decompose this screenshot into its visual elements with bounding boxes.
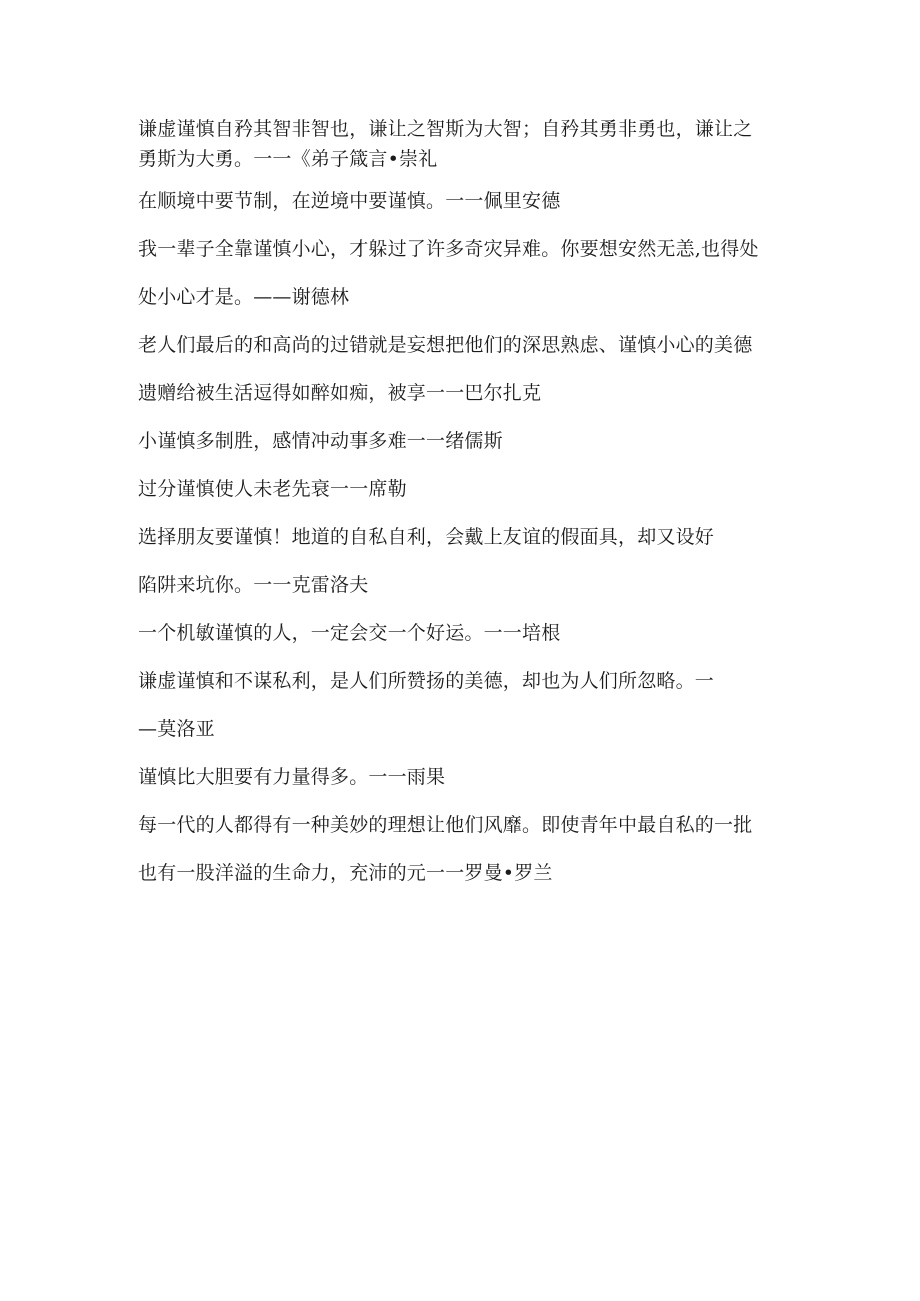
text-line: —莫洛亚 bbox=[138, 718, 215, 740]
text-line: 在顺境中要节制，在逆境中要谨慎。一一佩里安德 bbox=[138, 190, 561, 212]
text-line: 每一代的人都得有一种美妙的理想让他们风靡。即使青年中最自私的一批 bbox=[138, 814, 753, 836]
text-line: 老人们最后的和高尚的过错就是妄想把他们的深思熟虑、谨慎小心的美德 bbox=[138, 334, 753, 356]
text-line: 勇斯为大勇。一一《弟子箴言•崇礼 bbox=[138, 148, 438, 170]
text-line: 处小心才是。——谢德林 bbox=[138, 286, 350, 308]
text-line: 过分谨慎使人未老先衰一一席勒 bbox=[138, 478, 407, 500]
text-line: 遗赠给被生活逗得如醉如痴，被享一一巴尔扎克 bbox=[138, 382, 542, 404]
text-line: 谨慎比大胆要有力量得多。一一雨果 bbox=[138, 766, 446, 788]
text-line: 我一辈子全靠谨慎小心，才躲过了许多奇灾异难。你要想安然无恙,也得处 bbox=[138, 238, 759, 260]
text-line: 陷阱来坑你。一一克雷洛夫 bbox=[138, 574, 369, 596]
text-line: 谦虚谨慎和不谋私利，是人们所赞扬的美德，却也为人们所忽略。一 bbox=[138, 670, 715, 692]
text-line: 小谨慎多制胜，感情冲动事多难一一绪儒斯 bbox=[138, 430, 503, 452]
text-line: 选择朋友要谨慎！地道的自私自利，会戴上友谊的假面具，却又设好 bbox=[138, 526, 715, 548]
text-line: 一个机敏谨慎的人，一定会交一个好运。一一培根 bbox=[138, 622, 561, 644]
text-line: 谦虚谨慎自矜其智非智也，谦让之智斯为大智；自矜其勇非勇也，谦让之 bbox=[138, 118, 753, 140]
text-line: 也有一股洋溢的生命力，充沛的元一一罗曼•罗兰 bbox=[138, 862, 553, 884]
